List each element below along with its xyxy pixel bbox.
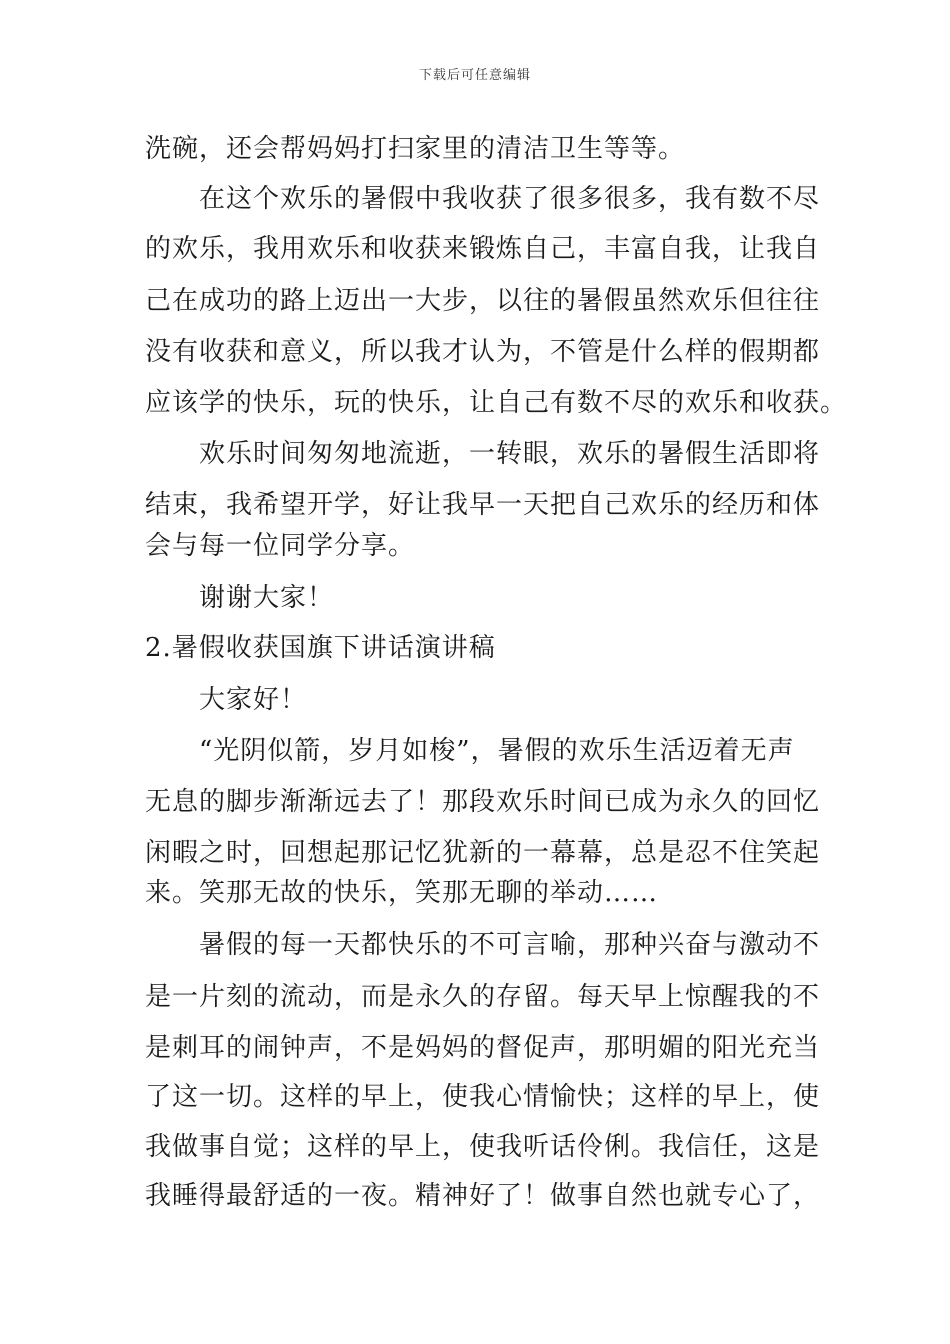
section-heading: 2.暑假收获国旗下讲话演讲稿 [145,633,496,663]
text-line: 洗碗，还会帮妈妈打扫家里的清洁卫生等等。 [145,134,686,164]
text-line: 会与每一位同学分享。 [145,531,416,561]
text-line: 己在成功的路上迈出一大步，以往的暑假虽然欢乐但往往 [145,286,821,316]
text-line: “光阴似箭，岁月如梭”，暑假的欢乐生活迈着无声 [145,736,795,766]
page-header: 下载后可任意编辑 [418,68,531,83]
text-line: 了这一切。这样的早上，使我心情愉快；这样的早上，使 [145,1082,821,1112]
text-line: 是一片刻的流动，而是永久的存留。每天早上惊醒我的不 [145,982,821,1012]
text-line: 大家好！ [145,685,308,715]
text-line: 没有收获和意义，所以我才认为，不管是什么样的假期都 [145,337,821,367]
text-line: 在这个欢乐的暑假中我收获了很多很多，我有数不尽 [145,184,821,214]
text-line: 结束，我希望开学，好让我早一天把自己欢乐的经历和体 [145,490,821,520]
text-line: 的欢乐，我用欢乐和收获来锻炼自己，丰富自我，让我自 [145,234,821,264]
text-line: 谢谢大家！ [145,583,335,613]
text-line: 应该学的快乐，玩的快乐，让自己有数不尽的欢乐和收获。 [145,388,848,418]
text-line: 我做事自觉；这样的早上，使我听话伶俐。我信任，这是 [145,1132,821,1162]
text-line: 来。笑那无故的快乐，笑那无聊的举动…… [145,878,659,908]
text-line: 暑假的每一天都快乐的不可言喻，那种兴奋与激动不 [145,930,821,960]
text-line: 我睡得最舒适的一夜。精神好了！做事自然也就专心了， [145,1181,821,1211]
text-line: 闲暇之时，回想起那记忆犹新的一幕幕，总是忍不住笑起 [145,838,821,868]
text-line: 无息的脚步渐渐远去了！那段欢乐时间已成为永久的回忆 [145,787,821,817]
text-line: 欢乐时间匆匆地流逝，一转眼，欢乐的暑假生活即将 [145,439,821,469]
text-line: 是刺耳的闹钟声，不是妈妈的督促声，那明媚的阳光充当 [145,1033,821,1063]
